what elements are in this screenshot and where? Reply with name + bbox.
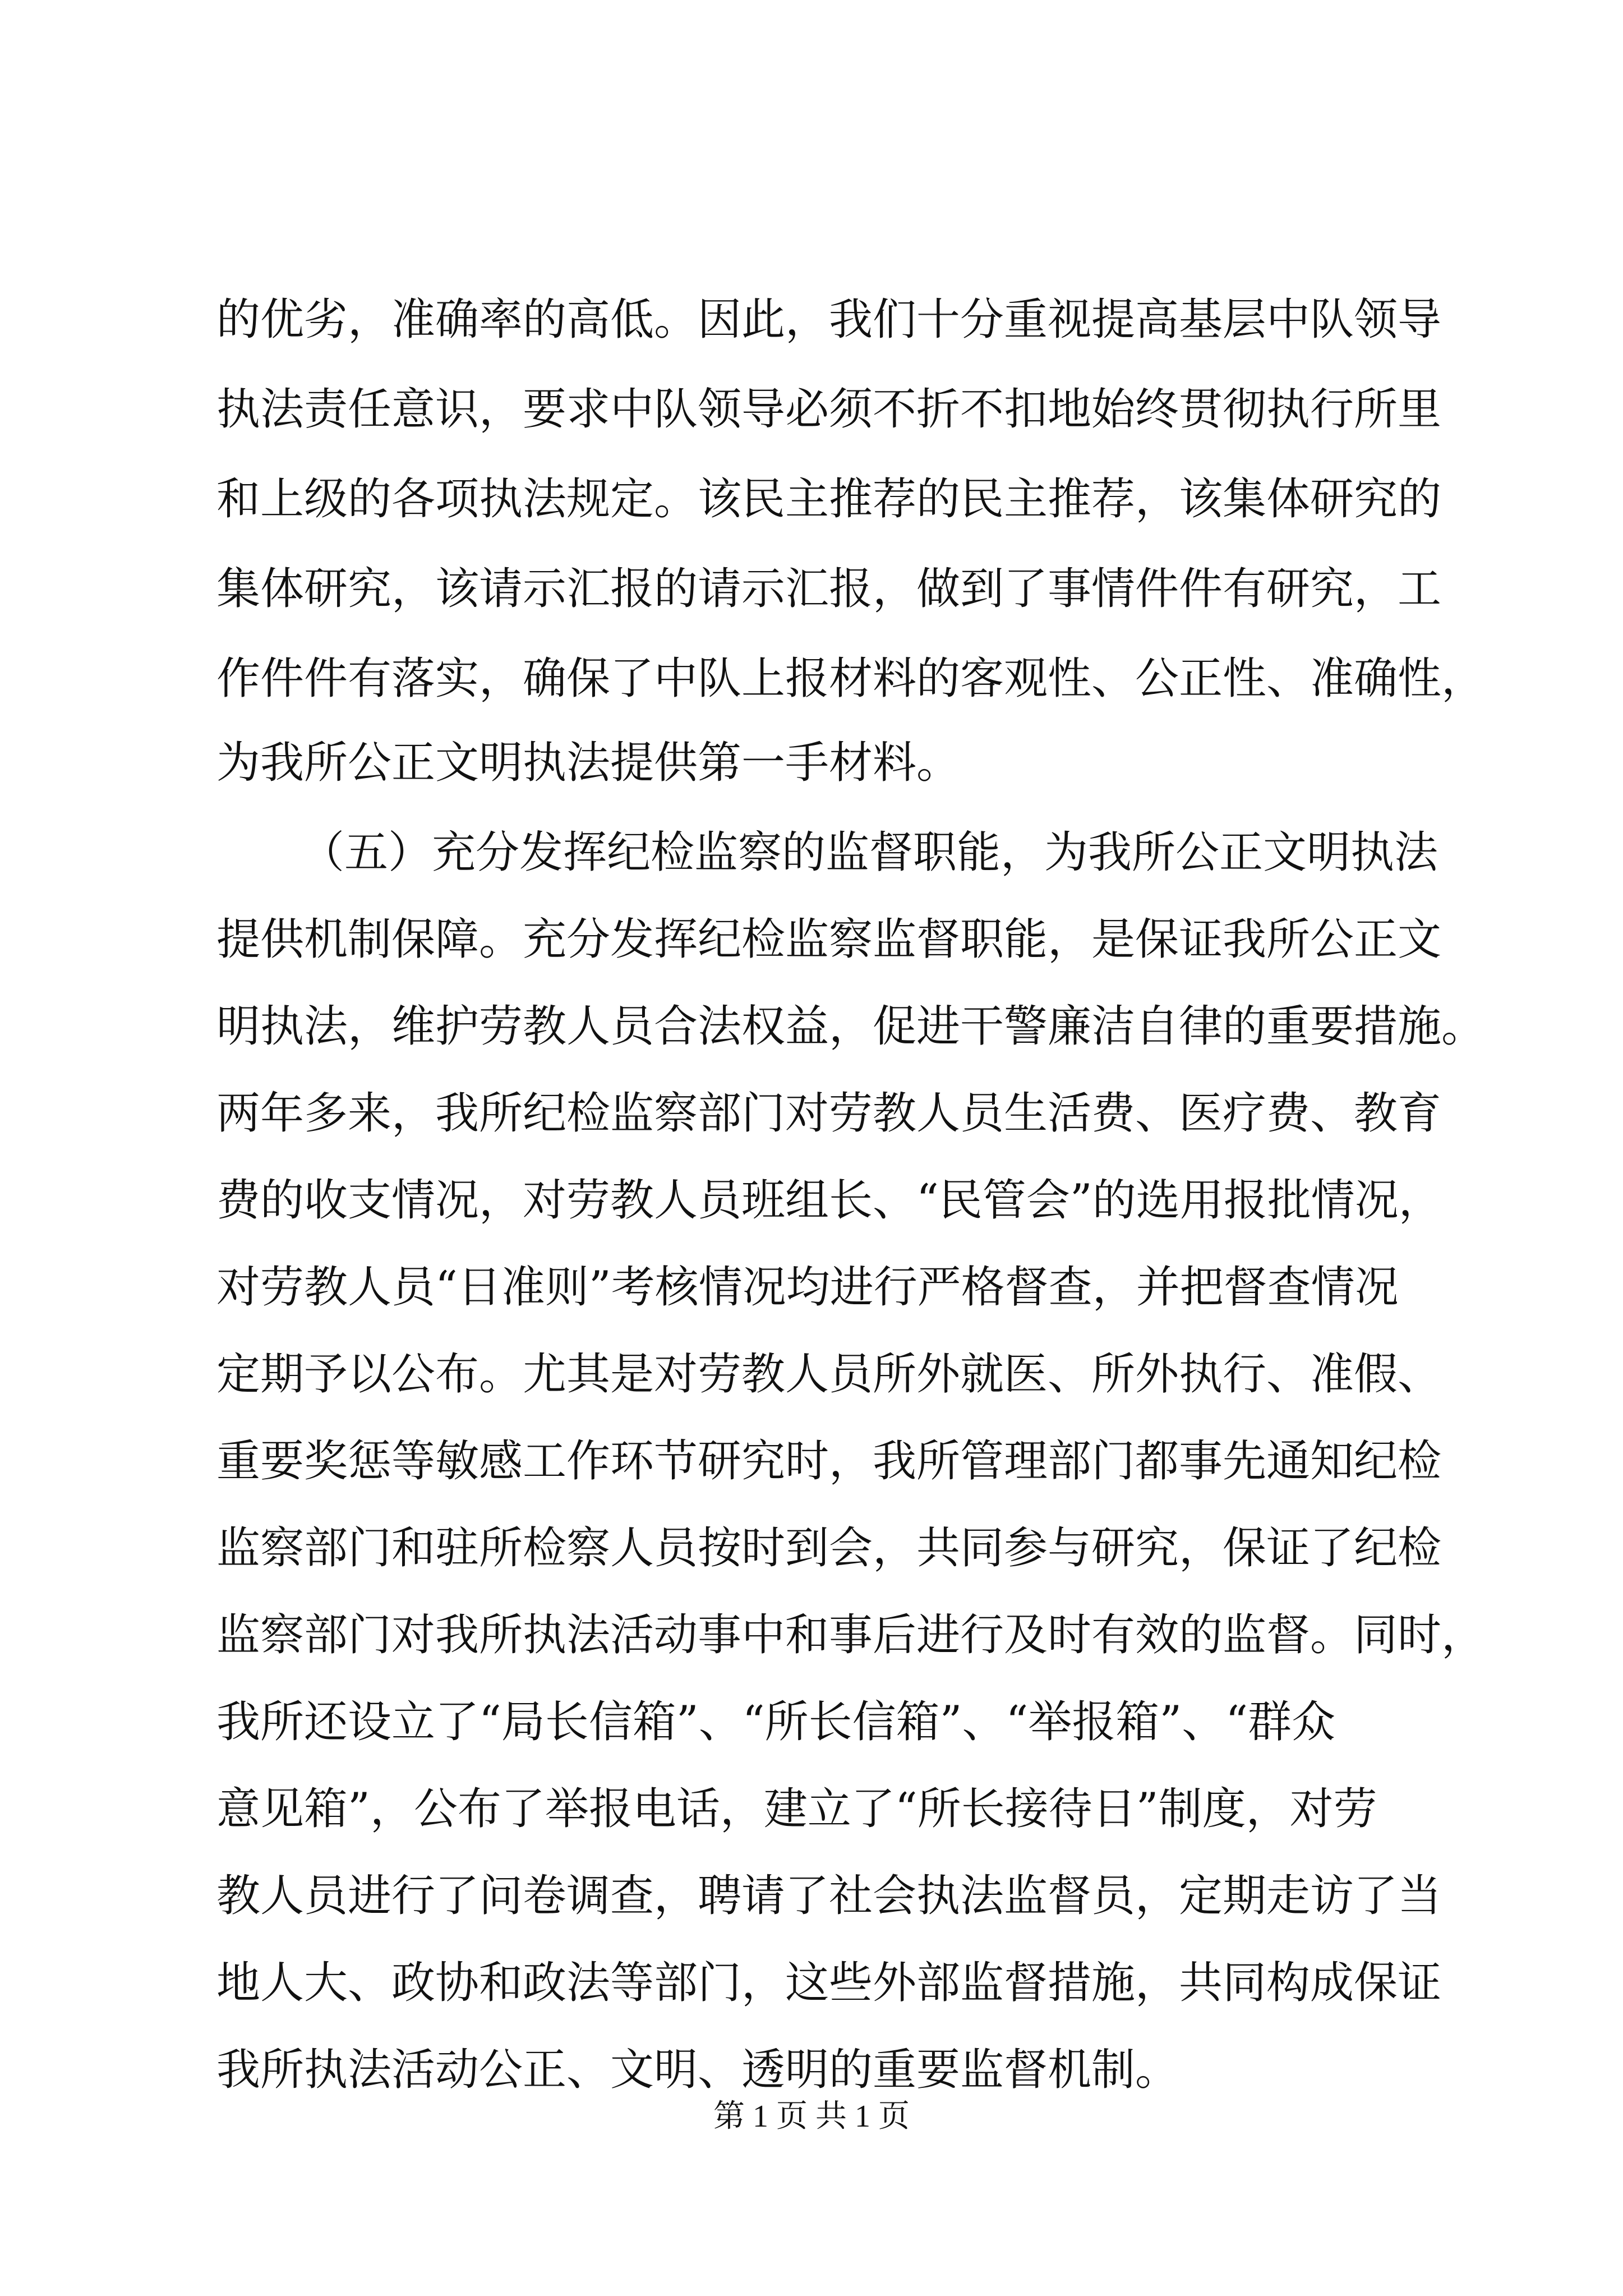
text-line: 执法责任意识，要求中队领导必须不折不扣地始终贯彻执行所里 — [216, 384, 1442, 435]
text-line: 地人大、政协和政法等部门，这些外部监督措施，共同构成保证 — [216, 1958, 1442, 2008]
paragraph-heading: （五）充分发挥纪检监察的监督职能，为我所公正文明执法 — [301, 827, 1438, 878]
text-line: 我所还设立了“局长信箱”、“所长信箱”、“举报箱”、“群众 — [216, 1697, 1336, 1747]
text-line: 和上级的各项执法规定。该民主推荐的民主推荐，该集体研究的 — [216, 474, 1442, 524]
text-line: 集体研究，该请示汇报的请示汇报，做到了事情件件有研究，工 — [216, 564, 1442, 614]
text-line: 教人员进行了问卷调查，聘请了社会执法监督员，定期走访了当 — [216, 1871, 1442, 1921]
text-line: 重要奖惩等敏感工作环节研究时，我所管理部门都事先通知纪检 — [216, 1436, 1442, 1487]
text-line: 的优劣，准确率的高低。因此，我们十分重视提高基层中队领导 — [216, 295, 1442, 345]
text-line: 明执法，维护劳教人员合法权益，促进干警廉洁自律的重要措施。 — [216, 1001, 1486, 1052]
text-line: 定期予以公布。尤其是对劳教人员所外就医、所外执行、准假、 — [216, 1349, 1442, 1400]
text-line: 两年多来，我所纪检监察部门对劳教人员生活费、医疗费、教育 — [216, 1088, 1442, 1139]
text-line: 费的收支情况，对劳教人员班组长、“民管会”的选用报批情况， — [216, 1175, 1442, 1226]
text-line: 监察部门对我所执法活动事中和事后进行及时有效的监督。同时， — [216, 1610, 1486, 1660]
text-line: 对劳教人员“日准则”考核情况均进行严格督查，并把督查情况 — [216, 1262, 1399, 1313]
text-line: 为我所公正文明执法提供第一手材料。 — [216, 738, 961, 788]
text-line: 提供机制保障。充分发挥纪检监察监督职能，是保证我所公正文 — [216, 914, 1442, 965]
text-line: 监察部门和驻所检察人员按时到会，共同参与研究，保证了纪检 — [216, 1523, 1442, 1573]
text-line: 意见箱”，公布了举报电话，建立了“所长接待日”制度，对劳 — [216, 1784, 1377, 1834]
page-number-footer: 第 1 页 共 1 页 — [713, 2099, 910, 2134]
text-line: 我所执法活动公正、文明、透明的重要监督机制。 — [216, 2045, 1179, 2095]
text-line: 作件件有落实，确保了中队上报材料的客观性、公正性、准确性， — [216, 654, 1486, 704]
